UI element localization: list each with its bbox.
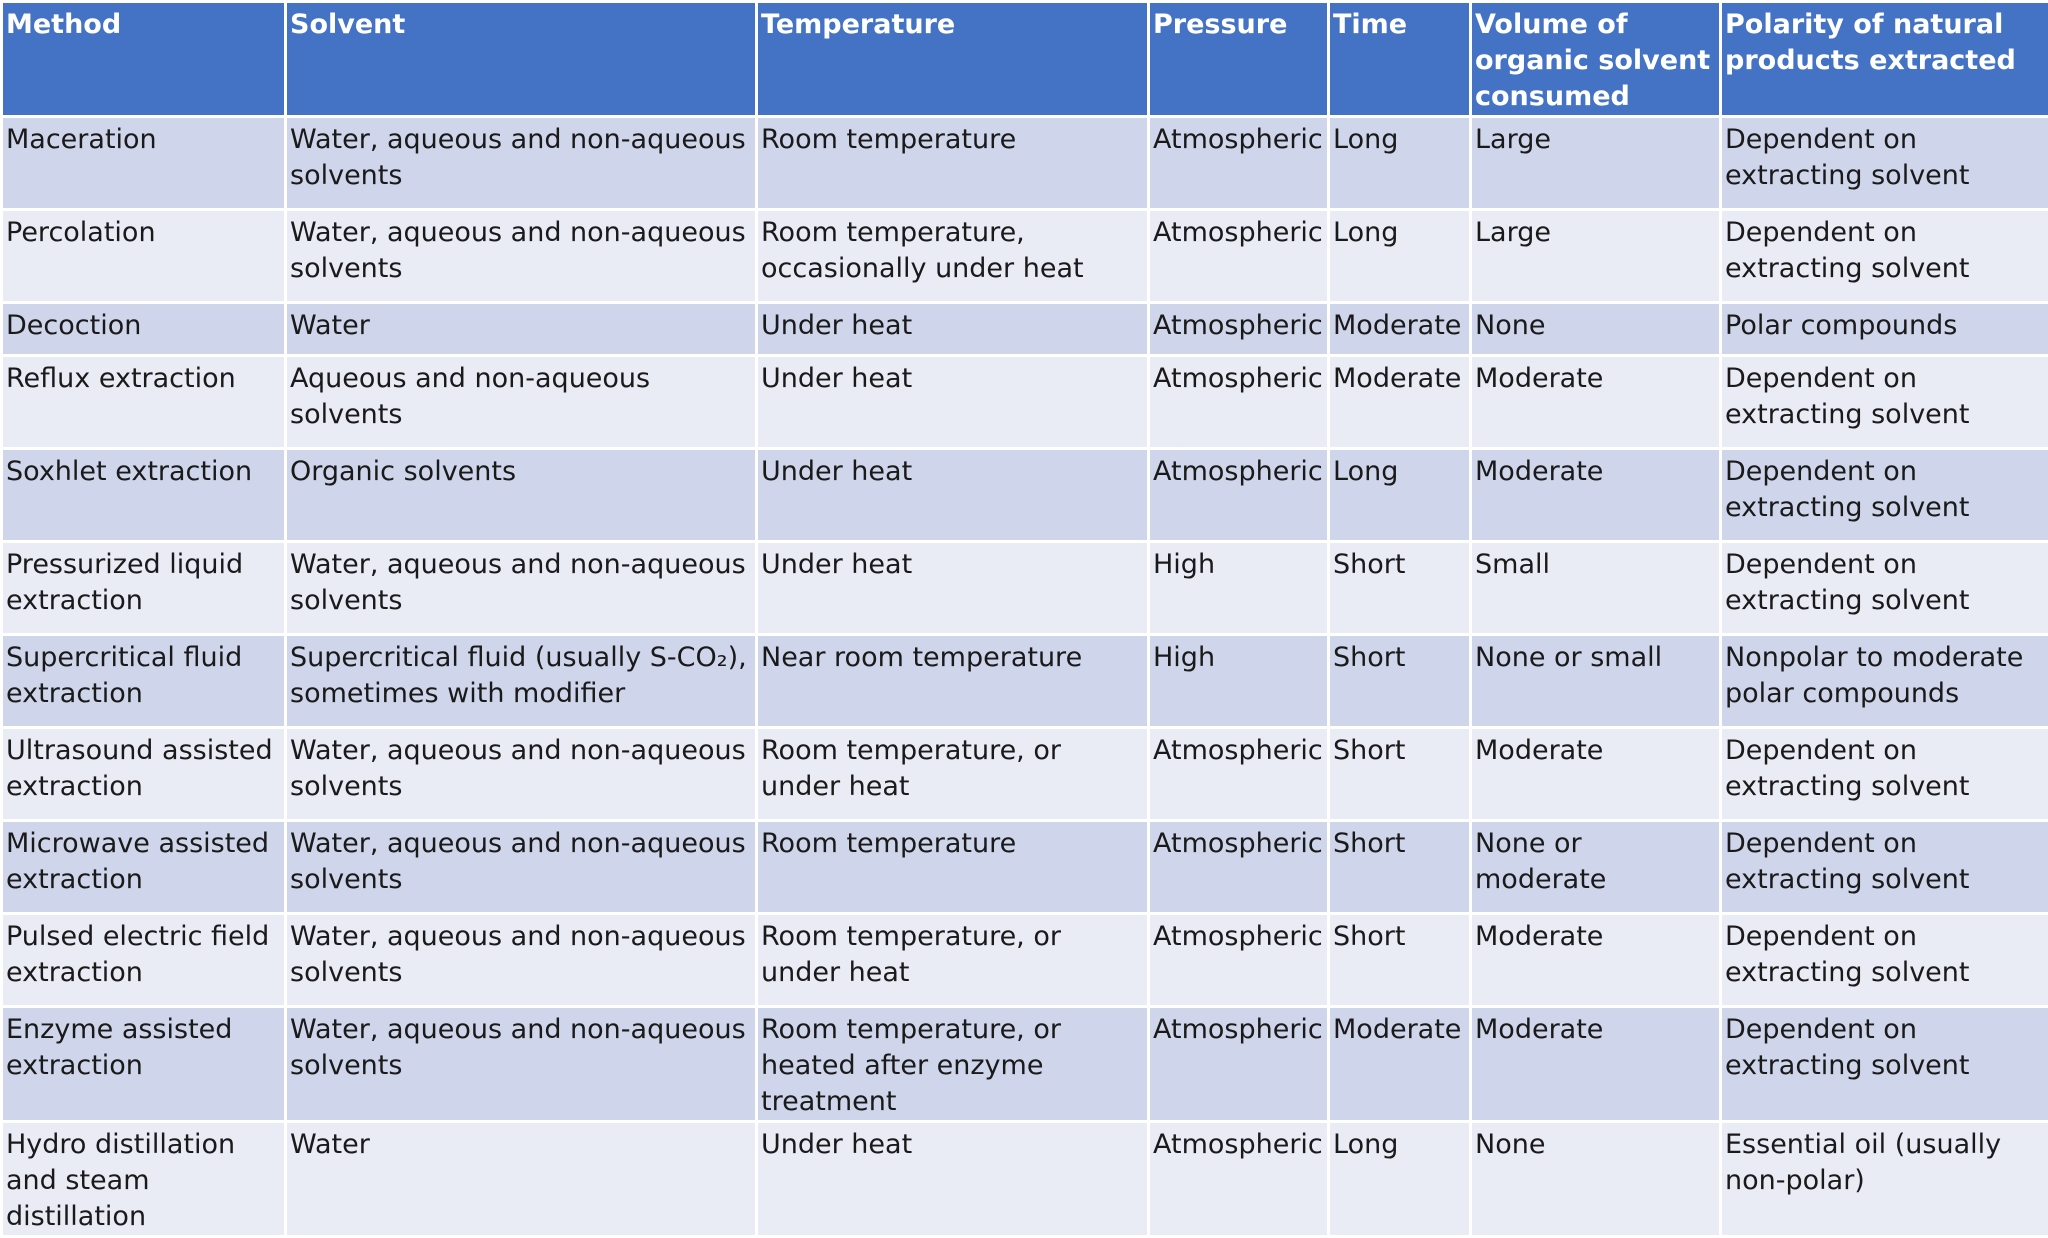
- header-pressure: Pressure: [1149, 2, 1329, 117]
- cell-time: Long: [1329, 449, 1471, 542]
- cell-solvent: Water, aqueous and non-aqueous solvents: [286, 914, 757, 1007]
- cell-polarity: Nonpolar to moderate polar compounds: [1721, 635, 2048, 728]
- table-row: [2, 1007, 2048, 1122]
- header-solvent: Solvent: [286, 2, 757, 117]
- cell-pressure: High: [1149, 635, 1329, 728]
- cell-pressure: Atmospheric: [1149, 728, 1329, 821]
- cell-time: Long: [1329, 1122, 1471, 1237]
- cell-solvent-volume: Moderate: [1471, 1007, 1721, 1122]
- cell-method: Soxhlet extraction: [2, 449, 286, 542]
- cell-solvent-volume: Small: [1471, 542, 1721, 635]
- cell-polarity: Essential oil (usually non-polar): [1721, 1122, 2048, 1237]
- cell-method: Hydro distillation and steam distillation: [2, 1122, 286, 1237]
- cell-time: Moderate: [1329, 356, 1471, 449]
- cell-method: Maceration: [2, 117, 286, 210]
- cell-polarity: Polar compounds: [1721, 303, 2048, 356]
- cell-solvent-volume: None: [1471, 303, 1721, 356]
- cell-solvent: Water, aqueous and non-aqueous solvents: [286, 821, 757, 914]
- cell-method: Pulsed electric field extraction: [2, 914, 286, 1007]
- table-row: [2, 210, 2048, 303]
- table-row: [2, 914, 2048, 1007]
- cell-polarity: Dependent on extracting solvent: [1721, 356, 2048, 449]
- cell-solvent: Water, aqueous and non-aqueous solvents: [286, 117, 757, 210]
- cell-time: Long: [1329, 117, 1471, 210]
- cell-solvent: Water: [286, 1122, 757, 1237]
- cell-solvent-volume: None: [1471, 1122, 1721, 1237]
- cell-time: Moderate: [1329, 303, 1471, 356]
- cell-polarity: Dependent on extracting solvent: [1721, 728, 2048, 821]
- cell-pressure: Atmospheric: [1149, 210, 1329, 303]
- cell-temperature: Room temperature, or heated after enzyme treatment: [757, 1007, 1149, 1122]
- table-body: [2, 117, 2048, 1237]
- cell-temperature: Under heat: [757, 356, 1149, 449]
- cell-solvent: Water: [286, 303, 757, 356]
- cell-pressure: Atmospheric: [1149, 356, 1329, 449]
- cell-method: Percolation: [2, 210, 286, 303]
- cell-pressure: Atmospheric: [1149, 914, 1329, 1007]
- table-row: [2, 635, 2048, 728]
- cell-solvent-volume: Large: [1471, 117, 1721, 210]
- table-row: [2, 821, 2048, 914]
- cell-pressure: Atmospheric: [1149, 303, 1329, 356]
- table-row: [2, 1122, 2048, 1237]
- cell-pressure: Atmospheric: [1149, 1122, 1329, 1237]
- header-solvent-volume: Volume of organic solvent consumed: [1471, 2, 1721, 117]
- cell-solvent: Supercritical fluid (usually S-CO₂), sometimes with modifier: [286, 635, 757, 728]
- cell-temperature: Near room temperature: [757, 635, 1149, 728]
- header-polarity: Polarity of natural products extracted: [1721, 2, 2048, 117]
- cell-solvent-volume: None or small: [1471, 635, 1721, 728]
- table-row: [2, 449, 2048, 542]
- cell-method: Decoction: [2, 303, 286, 356]
- header-row: [2, 2, 2048, 117]
- cell-solvent-volume: Moderate: [1471, 356, 1721, 449]
- cell-temperature: Room temperature: [757, 821, 1149, 914]
- cell-polarity: Dependent on extracting solvent: [1721, 821, 2048, 914]
- cell-time: Moderate: [1329, 1007, 1471, 1122]
- cell-method: Enzyme assisted extraction: [2, 1007, 286, 1122]
- table-row: [2, 356, 2048, 449]
- cell-pressure: Atmospheric: [1149, 117, 1329, 210]
- cell-temperature: Under heat: [757, 449, 1149, 542]
- header-temperature: Temperature: [757, 2, 1149, 117]
- header-time: Time: [1329, 2, 1471, 117]
- cell-method: Reflux extraction: [2, 356, 286, 449]
- cell-time: Short: [1329, 635, 1471, 728]
- cell-time: Short: [1329, 542, 1471, 635]
- cell-pressure: Atmospheric: [1149, 1007, 1329, 1122]
- cell-polarity: Dependent on extracting solvent: [1721, 1007, 2048, 1122]
- cell-solvent: Water, aqueous and non-aqueous solvents: [286, 210, 757, 303]
- cell-time: Long: [1329, 210, 1471, 303]
- cell-polarity: Dependent on extracting solvent: [1721, 449, 2048, 542]
- cell-time: Short: [1329, 821, 1471, 914]
- cell-pressure: Atmospheric: [1149, 449, 1329, 542]
- cell-temperature: Room temperature, or under heat: [757, 728, 1149, 821]
- cell-temperature: Room temperature, occasionally under heat: [757, 210, 1149, 303]
- cell-solvent: Organic solvents: [286, 449, 757, 542]
- cell-time: Short: [1329, 914, 1471, 1007]
- cell-method: Pressurized liquid extraction: [2, 542, 286, 635]
- cell-temperature: Room temperature: [757, 117, 1149, 210]
- cell-polarity: Dependent on extracting solvent: [1721, 914, 2048, 1007]
- cell-solvent: Aqueous and non-aqueous solvents: [286, 356, 757, 449]
- cell-method: Microwave assisted extraction: [2, 821, 286, 914]
- cell-solvent-volume: Moderate: [1471, 914, 1721, 1007]
- cell-solvent: Water, aqueous and non-aqueous solvents: [286, 728, 757, 821]
- cell-solvent-volume: None or moderate: [1471, 821, 1721, 914]
- table-row: [2, 303, 2048, 356]
- cell-temperature: Under heat: [757, 1122, 1149, 1237]
- cell-method: Ultrasound assisted extraction: [2, 728, 286, 821]
- cell-polarity: Dependent on extracting solvent: [1721, 117, 2048, 210]
- table-row: [2, 728, 2048, 821]
- cell-solvent-volume: Large: [1471, 210, 1721, 303]
- cell-pressure: Atmospheric: [1149, 821, 1329, 914]
- cell-solvent: Water, aqueous and non-aqueous solvents: [286, 542, 757, 635]
- cell-temperature: Under heat: [757, 542, 1149, 635]
- cell-temperature: Under heat: [757, 303, 1149, 356]
- table-row: [2, 542, 2048, 635]
- cell-polarity: Dependent on extracting solvent: [1721, 210, 2048, 303]
- table-row: [2, 117, 2048, 210]
- cell-pressure: High: [1149, 542, 1329, 635]
- cell-time: Short: [1329, 728, 1471, 821]
- cell-temperature: Room temperature, or under heat: [757, 914, 1149, 1007]
- cell-solvent-volume: Moderate: [1471, 449, 1721, 542]
- cell-polarity: Dependent on extracting solvent: [1721, 542, 2048, 635]
- cell-solvent-volume: Moderate: [1471, 728, 1721, 821]
- header-method: Method: [2, 2, 286, 117]
- cell-method: Supercritical fluid extraction: [2, 635, 286, 728]
- cell-solvent: Water, aqueous and non-aqueous solvents: [286, 1007, 757, 1122]
